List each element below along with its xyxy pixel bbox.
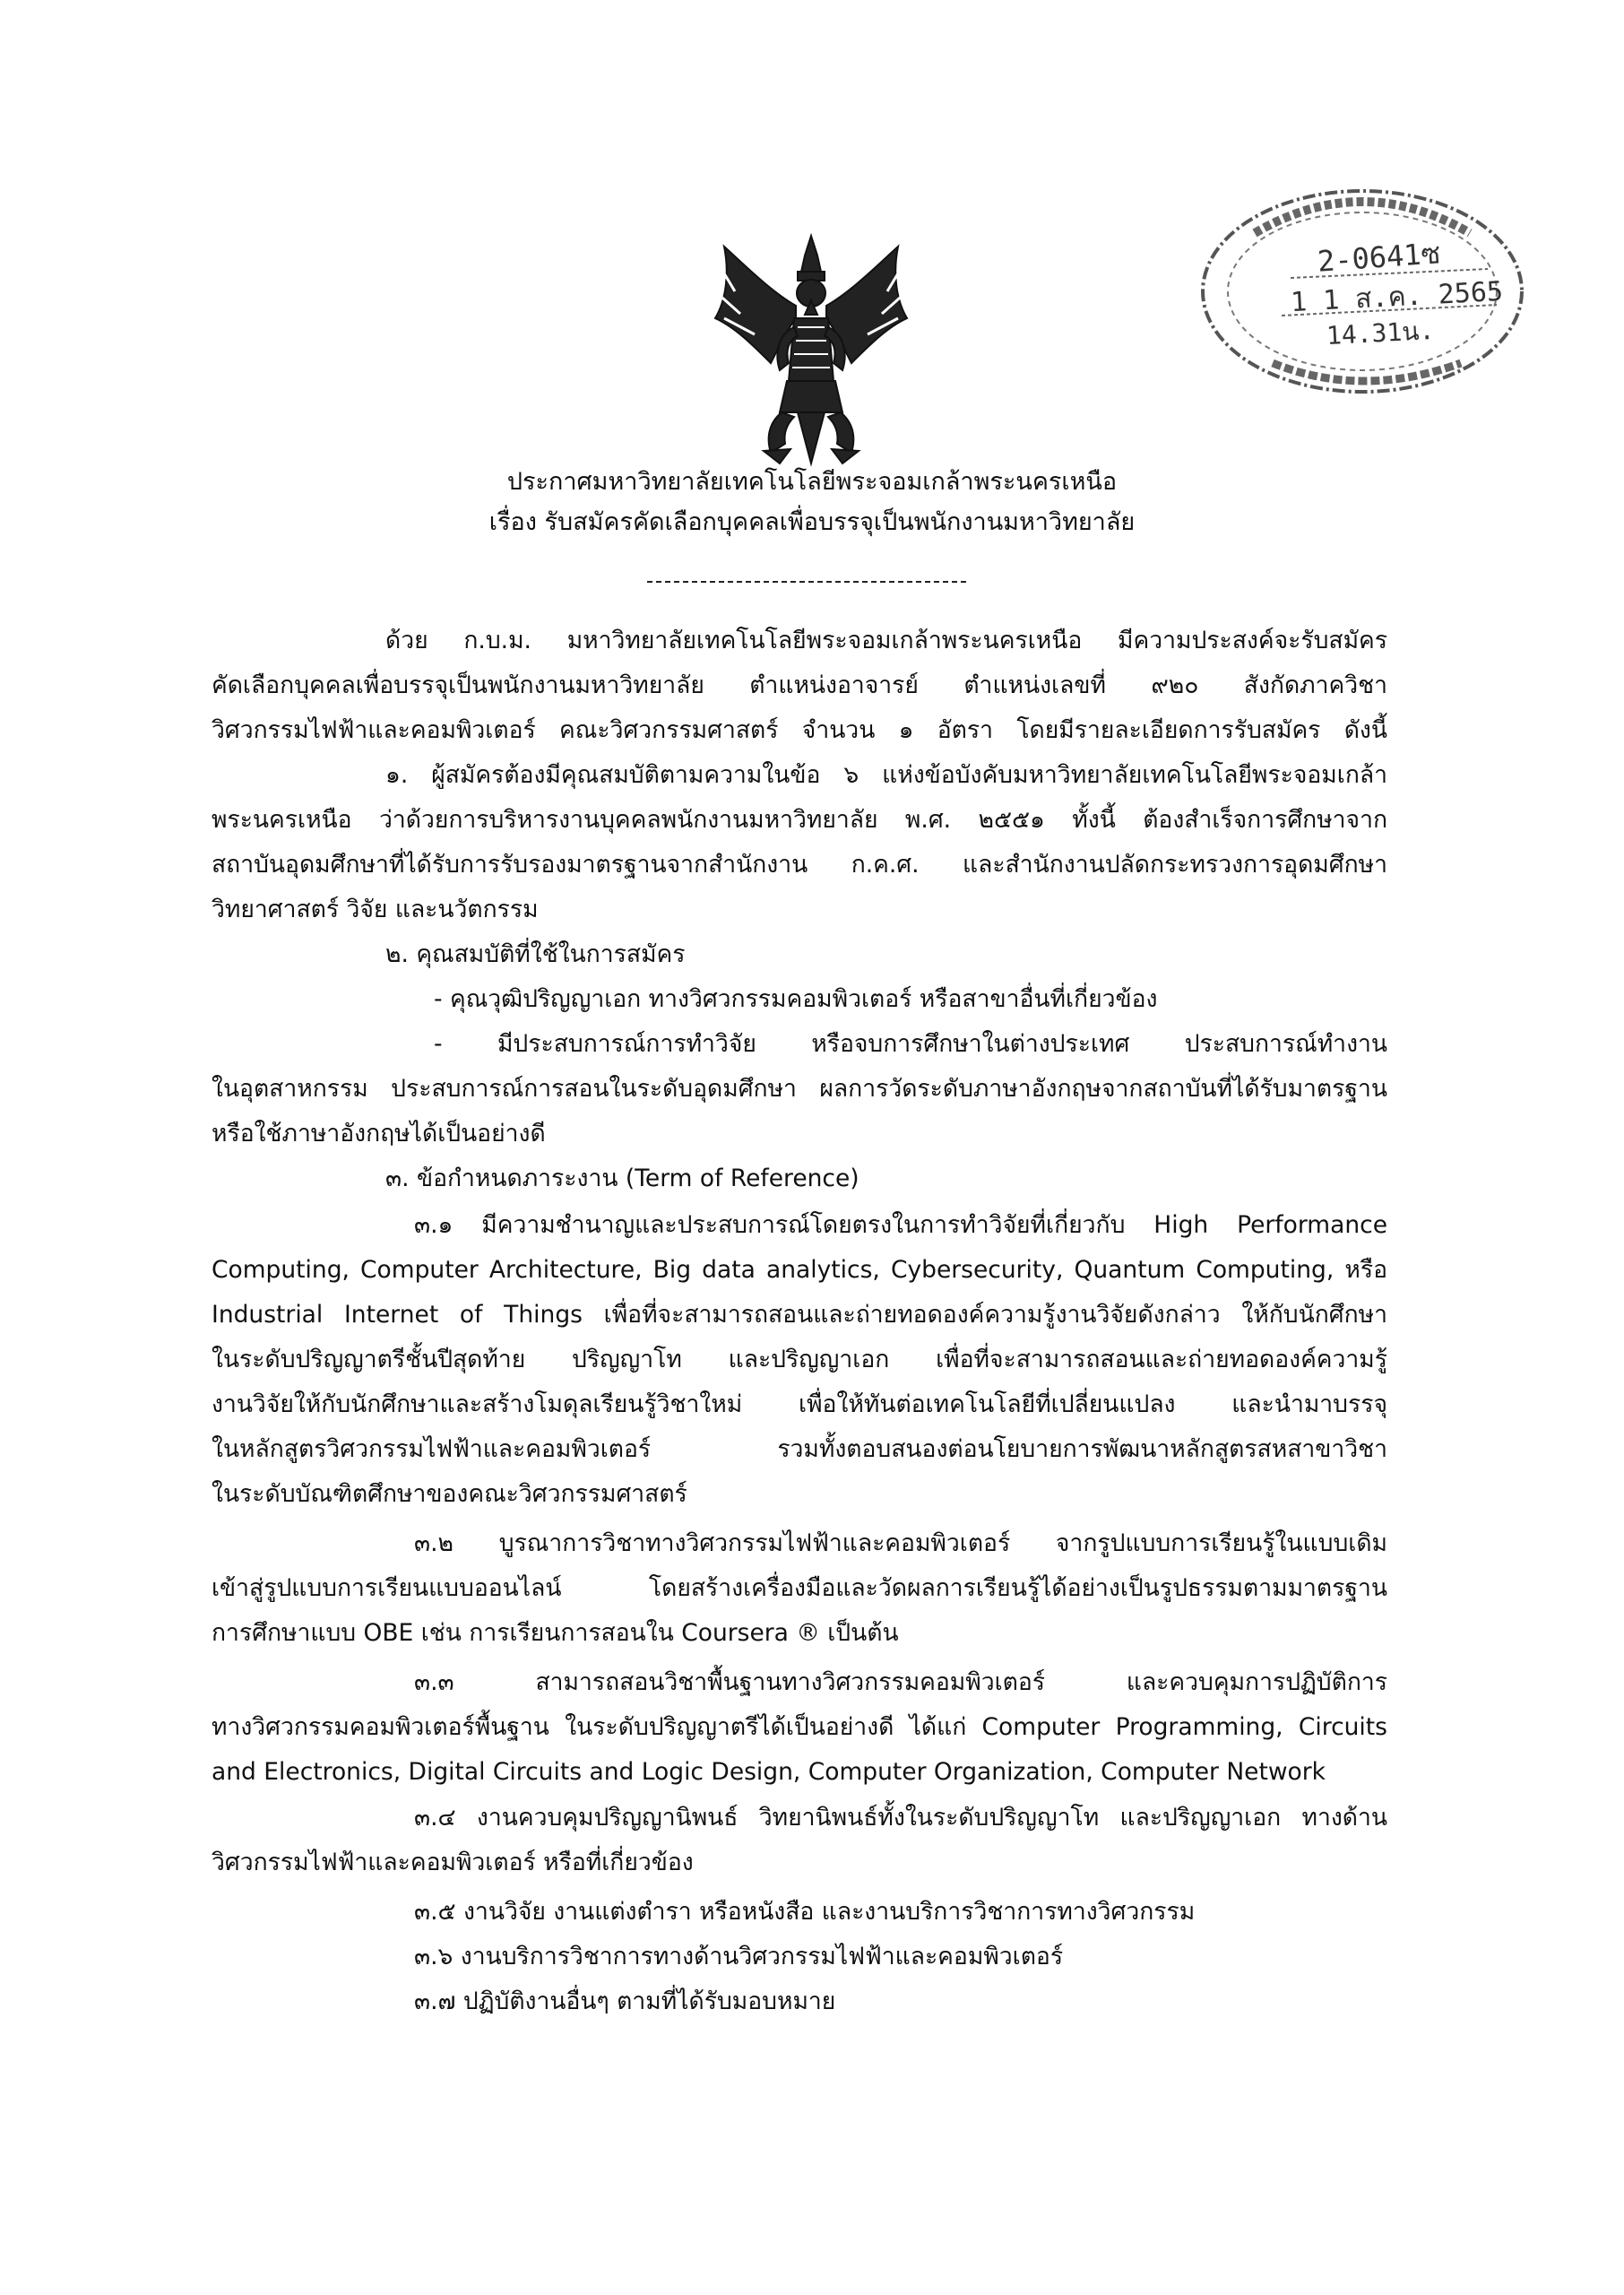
item3-2-line-2: เข้าสู่รูปแบบการเรียนแบบออนไลน์ โดยสร้างเครื่องมือและวัดผลการเรียนรู้ได้อย่างเป็นรูปธรรมตามมาตรฐาน: [212, 1574, 1387, 1602]
item3-1-line-4: ในระดับปริญญาตรีชั้นปีสุดท้าย ปริญญาโท และปริญญาเอก เพื่อที่จะสามารถสอนและถ่ายทอดองค์ความรู้: [212, 1346, 1387, 1373]
title-divider: [647, 581, 966, 583]
item2-bullet-2-line-3: หรือใช้ภาษาอังกฤษได้เป็นอย่างดี: [212, 1120, 546, 1148]
item2-bullet-2-line-2: ในอุตสาหกรรม ประสบการณ์การสอนในระดับอุดมศึกษา ผลการวัดระดับภาษาอังกฤษจากสถาบันที่ได้รับมาตรฐาน: [212, 1075, 1387, 1103]
item3-2-line-3: การศึกษาแบบ OBE เช่น การเรียนการสอนใน Coursera ® เป็นต้น: [212, 1619, 899, 1647]
intro-line-2: คัดเลือกบุคคลเพื่อบรรจุเป็นพนักงานมหาวิทยาลัย ตำแหน่งอาจารย์ ตำแหน่งเลขที่ ๙๒๐ สังกัดภาควิชา: [212, 671, 1387, 699]
stamp-time: 14.31น.: [1326, 315, 1436, 351]
item3-heading: ๓. ข้อกำหนดภาระงาน (Term of Reference): [385, 1165, 860, 1192]
item3-1-line-1: ๓.๑ มีความชำนาญและประสบการณ์โดยตรงในการทำวิจัยที่เกี่ยวกับ High Performance: [414, 1211, 1387, 1239]
item3-1-line-3: Industrial Internet of Things เพื่อที่จะสามารถสอนและถ่ายทอดองค์ความรู้งานวิจัยดังกล่าว ให้กับนักศึกษา: [212, 1301, 1387, 1329]
item1-line-1: ๑. ผู้สมัครต้องมีคุณสมบัติตามความในข้อ ๖ แห่งข้อบังคับมหาวิทยาลัยเทคโนโลยีพระจอมเกล้า: [385, 761, 1387, 789]
item3-3-line-1: ๓.๓ สามารถสอนวิชาพื้นฐานทางวิศวกรรมคอมพิวเตอร์ และควบคุมการปฏิบัติการ: [414, 1668, 1387, 1696]
announcement-subject: เรื่อง รับสมัครคัดเลือกบุคคลเพื่อบรรจุเป็นพนักงานมหาวิทยาลัย: [488, 508, 1136, 536]
stamp-number: 2-0641ซ: [1316, 236, 1442, 279]
item2-bullet-2-line-1: - มีประสบการณ์การทำวิจัย หรือจบการศึกษาในต่างประเทศ ประสบการณ์ทำงาน: [434, 1030, 1387, 1058]
item3-4-line-2: วิศวกรรมไฟฟ้าและคอมพิวเตอร์ หรือที่เกี่ยวข้อง: [212, 1849, 694, 1876]
item2-heading: ๒. คุณสมบัติที่ใช้ในการสมัคร: [385, 940, 686, 968]
announcement-title: ประกาศมหาวิทยาลัยเทคโนโลยีพระจอมเกล้าพระนครเหนือ: [506, 468, 1118, 496]
item3-3-line-2: ทางวิศวกรรมคอมพิวเตอร์พื้นฐาน ในระดับปริญญาตรีได้เป็นอย่างดี ได้แก่ Computer Programming, Circuits: [212, 1713, 1387, 1741]
item3-6: ๓.๖ งานบริการวิชาการทางด้านวิศวกรรมไฟฟ้าและคอมพิวเตอร์: [414, 1943, 1064, 1970]
garuda-emblem-icon: [708, 229, 914, 471]
intro-line-1: ด้วย ก.บ.ม. มหาวิทยาลัยเทคโนโลยีพระจอมเกล้าพระนครเหนือ มีความประสงค์จะรับสมัคร: [385, 627, 1387, 654]
item3-1-line-5: งานวิจัยให้กับนักศึกษาและสร้างโมดุลเรียนรู้วิชาใหม่ เพื่อให้ทันต่อเทคโนโลยีที่เปลี่ยนแปลง และนำมาบรรจุ: [212, 1390, 1387, 1418]
item3-3-line-3: and Electronics, Digital Circuits and Logic Design, Computer Organization, Computer Network: [212, 1758, 1326, 1786]
item3-1-line-7: ในระดับบัณฑิตศึกษาของคณะวิศวกรรมศาสตร์: [212, 1480, 687, 1508]
intro-line-3: วิศวกรรมไฟฟ้าและคอมพิวเตอร์ คณะวิศวกรรมศาสตร์ จำนวน ๑ อัตรา โดยมีรายละเอียดการรับสมัคร ดังนี้: [212, 716, 1387, 744]
item1-line-2: พระนครเหนือ ว่าด้วยการบริหารงานบุคคลพนักงานมหาวิทยาลัย พ.ศ. ๒๕๕๑ ทั้งนี้ ต้องสำเร็จการศึกษาจาก: [212, 806, 1387, 834]
item1-line-3: สถาบันอุดมศึกษาที่ได้รับการรับรองมาตรฐานจากสำนักงาน ก.ค.ศ. และสำนักงานปลัดกระทรวงการอุดมศึกษา: [212, 851, 1387, 879]
item3-1-line-6: ในหลักสูตรวิศวกรรมไฟฟ้าและคอมพิวเตอร์ รวมทั้งตอบสนองต่อนโยบายการพัฒนาหลักสูตรสหสาขาวิชา: [212, 1435, 1387, 1463]
item3-4-line-1: ๓.๔ งานควบคุมปริญญานิพนธ์ วิทยานิพนธ์ทั้งในระดับปริญญาโท และปริญญาเอก ทางด้าน: [414, 1804, 1387, 1832]
item2-bullet-1: - คุณวุฒิปริญญาเอก ทางวิศวกรรมคอมพิวเตอร์ หรือสาขาอื่นที่เกี่ยวข้อง: [434, 985, 1158, 1013]
stamp-date: 1 1 ส.ค. 2565: [1290, 275, 1504, 319]
item3-1-line-2: Computing, Computer Architecture, Big data analytics, Cybersecurity, Quantum Computing, หรือ: [212, 1256, 1387, 1284]
item1-line-4: วิทยาศาสตร์ วิจัย และนวัตกรรม: [212, 896, 539, 923]
item3-2-line-1: ๓.๒ บูรณาการวิชาทางวิศวกรรมไฟฟ้าและคอมพิวเตอร์ จากรูปแบบการเรียนรู้ในแบบเดิม: [414, 1529, 1387, 1557]
item3-5: ๓.๕ งานวิจัย งานแต่งตำรา หรือหนังสือ และงานบริการวิชาการทางวิศวกรรม: [414, 1898, 1196, 1926]
item3-7: ๓.๗ ปฏิบัติงานอื่นๆ ตามที่ได้รับมอบหมาย: [414, 1988, 836, 2015]
